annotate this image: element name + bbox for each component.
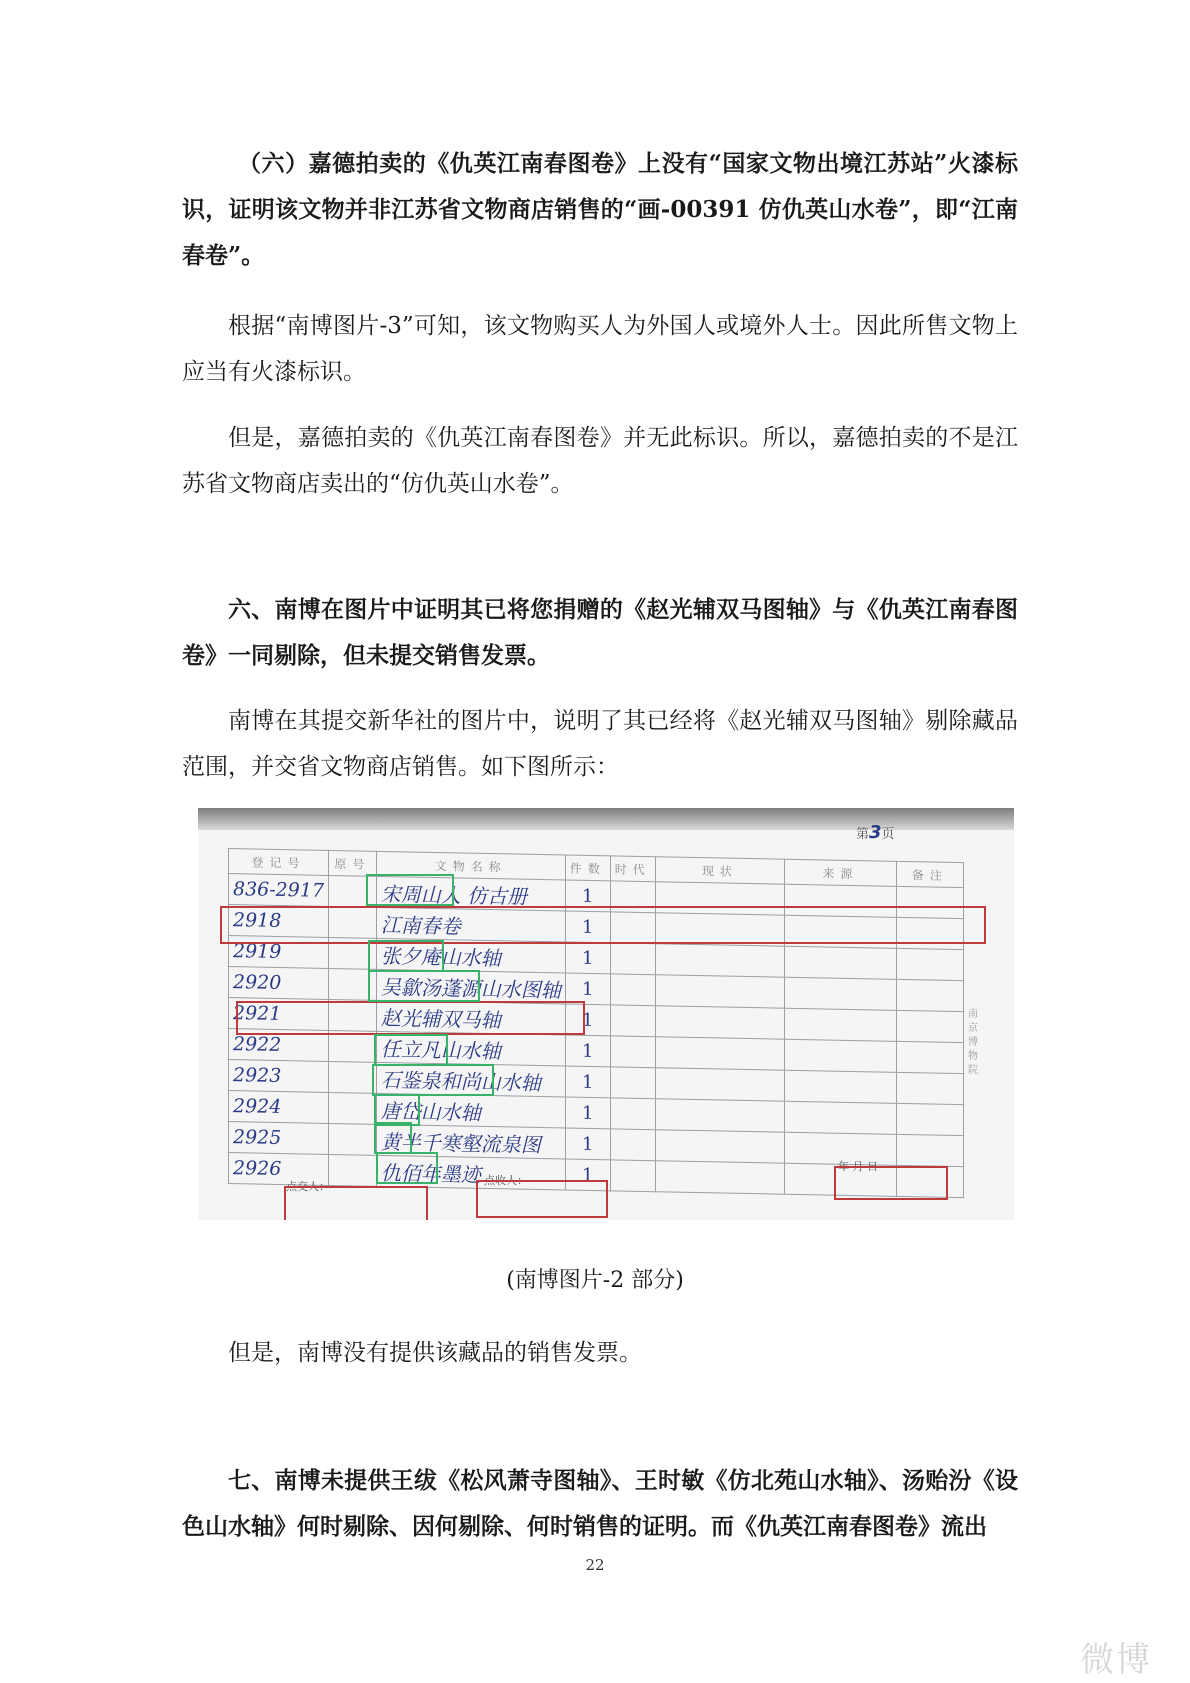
green-mark [376,1152,438,1184]
header-reg-no: 登记号 [229,849,329,876]
highlight-jiangnan-chun-row [220,906,986,944]
date-label: 年 月 日 [838,1160,878,1173]
green-mark [366,874,454,906]
handover-label: 点交人： [286,1180,330,1193]
item-name-cell: 石鉴泉和尚山水轴 [376,1062,565,1097]
green-mark [374,1122,412,1154]
body-paragraph: 但是，南博没有提供该藏品的销售发票。 [228,1340,642,1366]
register-page-number: 第3页 [856,822,895,843]
reg-no-cell: 2926 [229,1153,329,1186]
item-name-cell: 黄半千寒壑流泉图 [376,1124,565,1159]
green-mark [368,940,444,972]
header-qty: 件数 [565,855,610,881]
qty-cell: 1 [565,911,610,943]
qty-cell: 1 [565,1066,610,1098]
qty-cell: 1 [565,880,610,912]
reg-no-cell: 836-2917 [229,874,329,907]
item-name-cell: 赵光辅双马轴 [376,1000,565,1035]
highlight-date-box [834,1166,948,1200]
highlight-zhao-guangfu-row [236,1001,585,1035]
header-era: 时代 [610,856,655,882]
green-mark [368,970,480,1002]
header-condition: 现状 [655,857,784,884]
section-heading-6: 六、南博在图片中证明其已将您捐赠的《赵光辅双马图轴》与《仇英江南春图卷》一同剔除，但未提交销售发票。 [182,596,1018,669]
reg-no-cell: 2925 [229,1122,329,1155]
subsection-paragraph-6: （六）嘉德拍卖的《仇英江南春图卷》上没有“国家文物出境江苏站”火漆标识，证明该文物并非江苏省文物商店销售的“画-00391 仿仇英山水卷”，即“江南春卷”。 [182,150,1018,269]
weibo-watermark: 微博 [1080,1640,1152,1680]
qty-cell: 1 [565,1159,610,1191]
section-heading-7: 七、南博未提供王绂《松风萧寺图轴》、王时敏《仿北苑山水轴》、汤贻汾《设色山水轴》何时剔除、因何剔除、何时销售的证明。而《仇英江南春图卷》流出 [182,1467,1018,1540]
body-paragraph: 南博在其提交新华社的图片中，说明了其已经将《赵光辅双马图轴》剔除藏品范围，并交省文物商店销售。如下图所示： [182,708,1018,780]
qty-cell: 1 [565,1004,610,1036]
header-orig-no: 原号 [329,850,377,876]
museum-register-photo [198,808,1014,1220]
reg-no-cell: 2919 [229,936,329,969]
figure-caption: (南博图片-2 部分) [506,1268,684,1293]
receiver-label: 点收人： [484,1174,528,1187]
page-number: 22 [585,1556,605,1574]
qty-cell: 1 [565,942,610,974]
reg-no-cell: 2923 [229,1060,329,1093]
qty-cell: 1 [565,1128,610,1160]
green-mark [374,1034,448,1066]
reg-no-cell: 2922 [229,1029,329,1062]
green-mark [372,1064,494,1096]
reg-no-cell: 2918 [229,905,329,938]
highlight-receiver-box [476,1180,608,1218]
qty-cell: 1 [565,1035,610,1067]
item-name-cell: 江南春卷 [376,907,565,942]
qty-cell: 1 [565,973,610,1005]
highlight-handover-box [284,1186,428,1220]
header-source: 来源 [785,859,897,886]
item-name-cell: 张夕庵山水轴 [376,938,565,973]
body-paragraph: 根据“南博图片-3”可知，该文物购买人为外国人或境外人士。因此所售文物上应当有火漆标识。 [182,313,1018,385]
header-remarks: 备注 [896,861,963,887]
body-paragraph: 但是，嘉德拍卖的《仇英江南春图卷》并无此标识。所以，嘉德拍卖的不是江苏省文物商店卖出的“仿仇英山水卷”。 [182,425,1018,497]
item-name-cell: 仇佰年墨迹 [376,1155,565,1190]
reg-no-cell: 2920 [229,967,329,1000]
reg-no-cell: 2924 [229,1091,329,1124]
item-name-cell: 唐岱山水轴 [376,1093,565,1128]
item-name-cell: 宋周山人 仿古册 [376,876,565,911]
header-item-name: 文物名称 [376,851,565,880]
item-name-cell: 任立凡山水轴 [376,1031,565,1066]
margin-stamp-note: 南京博物院 [968,1009,978,1076]
qty-cell: 1 [565,1097,610,1129]
item-name-cell: 吴歙汤蓬源山水图轴 [376,969,565,1004]
reg-no-cell: 2921 [229,998,329,1031]
